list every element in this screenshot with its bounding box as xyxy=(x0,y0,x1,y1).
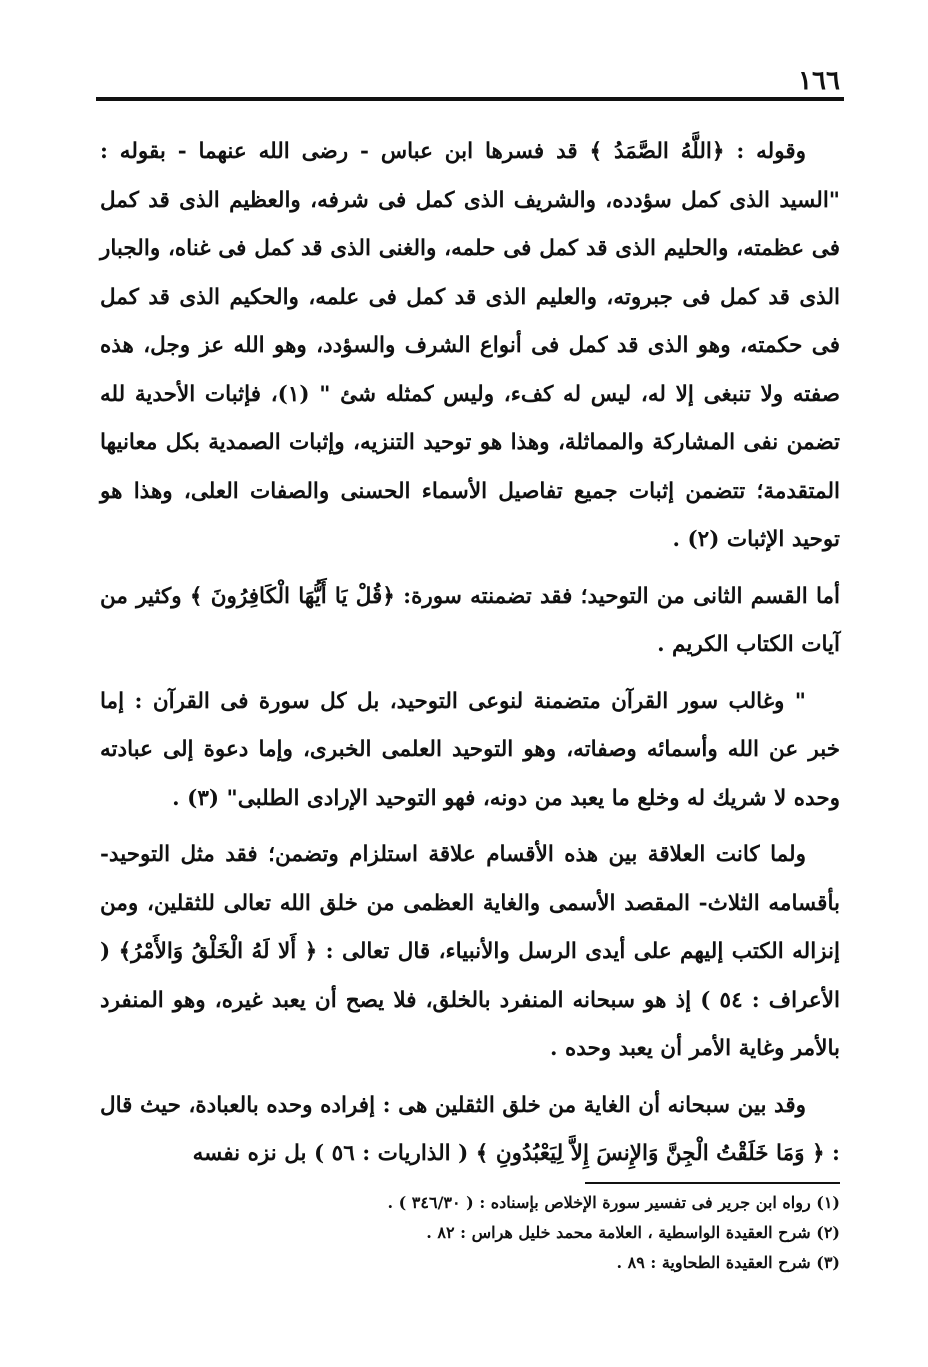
body-text xyxy=(100,128,840,1187)
paragraph-samad: وقوله : ﴿اللَّهُ الصَّمَدُ ﴾ قد فسرها ابن عباس - رضى الله عنهما - بقوله : "السيد الذى كمل سؤدده، والشريف الذى كمل فى شرفه، والعظيم الذى قد كمل فى عظمته، والحليم الذى قد كمل فى حلمه، والغنى الذى قد كمل فى غناه، والجبار الذى قد كمل فى جبروته، والعليم الذى قد كمل فى علمه، والحكيم الذى قد كمل فى حكمته، وهو الذى قد كمل فى أنواع الشرف والسؤدد، وهو الله عز وجل، هذه صفته ولا تنبغى إلا له، ليس له كفء، وليس كمثله شئ " (١)، فإثبات الأحدية لله تضمن نفى المشاركة والمماثلة، وهذا هو توحيد التنزيه، وإثبات الصمدية بكل معانيها المتقدمة؛ تتضمن إثبات جميع تفاصيل الأسماء الحسنى والصفات العلى، وهذا هو توحيد الإثبات (٢) . xyxy=(100,139,840,552)
footnotes xyxy=(100,1188,840,1278)
footnote-2: (٢) شرح العقيدة الواسطية ، العلامة محمد خليل هراس : ٨٢ . xyxy=(426,1223,840,1242)
paragraph-relation: ولما كانت العلاقة بين هذه الأقسام علاقة استلزام وتضمن؛ فقد مثل التوحيد- بأقسامه الثلاث- المقصد الأسمى والغاية العظمى من خلق الله تعالى للثقلين، ومن إنزاله الكتب إليهم على أيدى الرسل والأنبياء، قال تعالى : ﴿ أَلا لَهُ الْخَلْقُ وَالأَمْرُ﴾ ( الأعراف : ٥٤ ) إذ هو سبحانه المنفرد بالخلق، فلا يصح أن يعبد غيره، وهو المنفرد بالأمر وغاية الأمر أن يعبد وحده . xyxy=(100,842,840,1061)
footnote-3: (٣) شرح العقيدة الطحاوية : ٨٩ . xyxy=(616,1253,840,1272)
paragraph-purpose: وقد بين سبحانه أن الغاية من خلق الثقلين هى : إفراده وحده بالعبادة، حيث قال : ﴿ وَمَا خَلَقْتُ الْجِنَّ وَالإِنسَ إِلاَّ لِيَعْبُدُونِ ﴾ ( الذاريات : ٥٦ ) بل نزه نفسه xyxy=(100,1092,840,1166)
header-rule xyxy=(96,97,844,101)
paragraph-quran-surahs: " وغالب سور القرآن متضمنة لنوعى التوحيد، بل كل سورة فى القرآن : إما خبر عن الله وأسمائه وصفاته، وهو التوحيد العلمى الخبرى، وإما دعوة إلى عبادته وحده لا شريك له وخلع ما يعبد من دونه، فهو التوحيد الإرادى الطلبى" (٣) . xyxy=(100,688,840,811)
footnote-rule xyxy=(585,1182,840,1184)
paragraph-second-section: أما القسم الثانى من التوحيد؛ فقد تضمنته سورة: ﴿قُلْ يَا أَيُّهَا الْكَافِرُونَ ﴾ وكثير من آيات الكتاب الكريم . xyxy=(100,583,840,657)
footnote-1: (١) رواه ابن جرير فى تفسير سورة الإخلاص بإسناده : ( ٣٤٦/٣٠ ) . xyxy=(387,1193,840,1212)
page-number: ١٦٦ xyxy=(798,66,840,96)
